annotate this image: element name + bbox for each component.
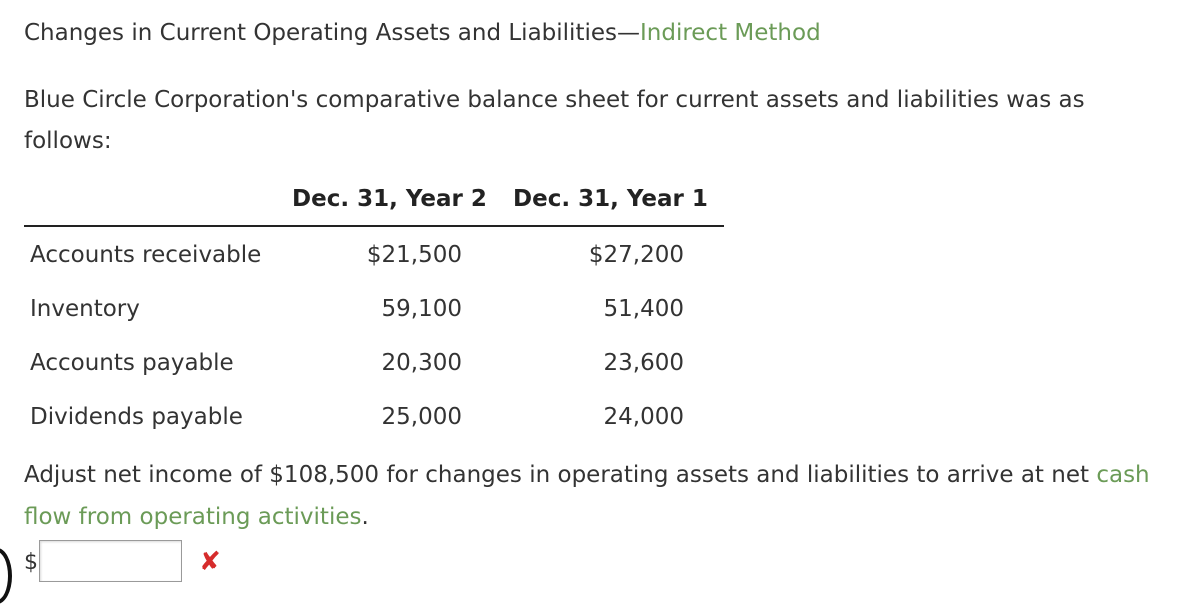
table-row: [0, 348, 760, 378]
row-label: Inventory: [30, 296, 140, 322]
row-value-year1: 24,000: [603, 404, 684, 430]
row-value-year1: 51,400: [603, 296, 684, 322]
margin-bracket-icon: [0, 548, 12, 604]
row-value-year1: 23,600: [603, 350, 684, 376]
column-header-year2: Dec. 31, Year 2: [292, 186, 487, 212]
title-link-indirect-method[interactable]: Indirect Method: [639, 20, 821, 46]
row-value-year1: $27,200: [588, 242, 684, 268]
page-title: [24, 18, 821, 48]
row-label: Accounts receivable: [30, 242, 262, 268]
row-value-year2: 59,100: [381, 296, 462, 322]
row-label: Accounts payable: [30, 350, 234, 376]
intro-text: Blue Circle Corporation's comparative balance sheet for current assets and liabilities was as follows:: [24, 87, 1085, 154]
row-value-year2: 25,000: [381, 404, 462, 430]
title-main: Changes in Current Operating Assets and Liabilities—: [24, 20, 640, 46]
table-row: [0, 402, 760, 432]
question-text: [24, 454, 1164, 538]
currency-symbol: $: [24, 550, 38, 575]
row-label: Dividends payable: [30, 404, 243, 430]
question-body: Adjust net income of $108,500 for changes in operating assets and liabilities to arrive at net: [24, 462, 1097, 488]
row-value-year2: $21,500: [366, 242, 462, 268]
table-row: [0, 240, 760, 270]
incorrect-x-icon: ✘: [199, 547, 221, 577]
column-header-year1: Dec. 31, Year 1: [513, 186, 708, 212]
header-divider: [24, 225, 724, 227]
cash-flow-answer-input[interactable]: [39, 540, 182, 582]
table-row: [0, 294, 760, 324]
row-value-year2: 20,300: [381, 350, 462, 376]
question-end: .: [361, 504, 369, 530]
glossary-link-cash-flow[interactable]: cash flow from operating activities: [24, 462, 1150, 530]
